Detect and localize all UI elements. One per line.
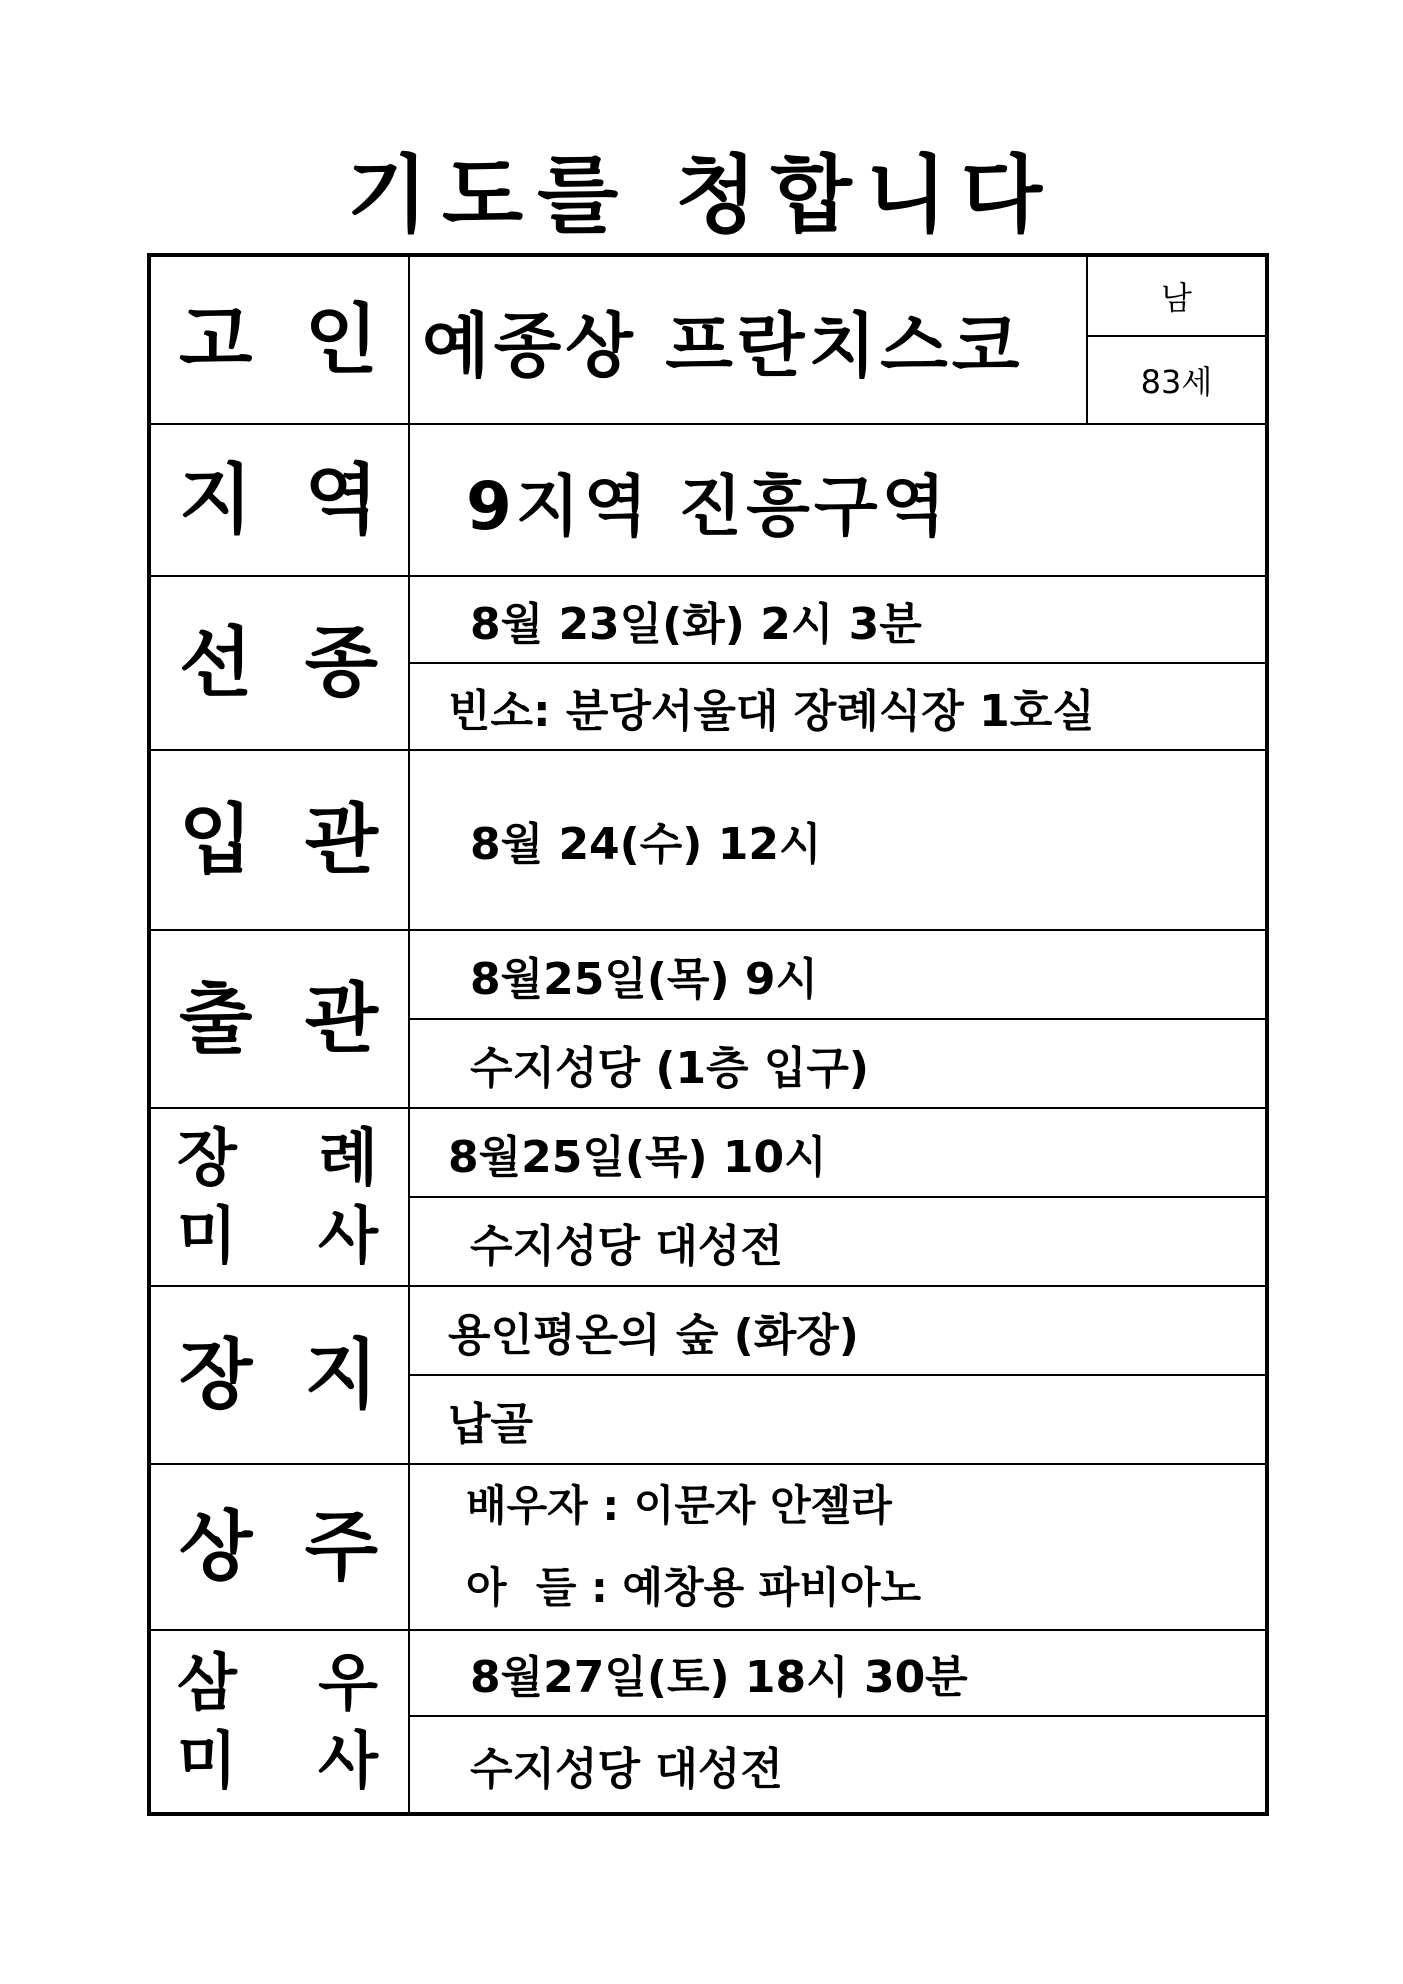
funeral-notice-table bbox=[147, 253, 1269, 1816]
region-value: 9지역 진흥구역 bbox=[409, 424, 1267, 576]
chief-mourner-spouse: 배우자 : 이문자 안젤라 bbox=[466, 1481, 892, 1530]
burial-method: 납골 bbox=[409, 1375, 1267, 1464]
deceased-age: 83세 bbox=[1087, 336, 1267, 424]
chief-mourner-list bbox=[409, 1464, 1267, 1630]
region-label: 지 역 bbox=[149, 424, 409, 576]
burial-label: 장 지 bbox=[149, 1286, 409, 1464]
third-day-mass-label: 삼 우 미 사 bbox=[149, 1630, 409, 1814]
page-title: 기도를 청합니다 bbox=[346, 146, 1057, 244]
chief-mourner-label: 상 주 bbox=[149, 1464, 409, 1630]
departure-date: 8월25일(목) 9시 bbox=[409, 930, 1267, 1019]
deceased-name: 예종상 프란치스코 bbox=[409, 255, 1087, 424]
funeral-mass-place: 수지성당 대성전 bbox=[409, 1197, 1267, 1286]
encoffin-label: 입 관 bbox=[149, 750, 409, 930]
death-date: 8월 23일(화) 2시 3분 bbox=[409, 576, 1267, 663]
third-day-mass-date: 8월27일(토) 18시 30분 bbox=[409, 1630, 1267, 1716]
mortuary: 빈소: 분당서울대 장례식장 1호실 bbox=[409, 663, 1267, 750]
deceased-sex: 남 bbox=[1087, 255, 1267, 336]
departure-label: 출 관 bbox=[149, 930, 409, 1108]
death-label: 선 종 bbox=[149, 576, 409, 750]
departure-place: 수지성당 (1층 입구) bbox=[409, 1019, 1267, 1108]
chief-mourner-son: 아 들 : 예창용 파비아노 bbox=[466, 1563, 922, 1612]
burial-place: 용인평온의 숲 (화장) bbox=[409, 1286, 1267, 1375]
encoffin-date: 8월 24(수) 12시 bbox=[409, 750, 1267, 930]
funeral-mass-label: 장 례 미 사 bbox=[149, 1108, 409, 1286]
funeral-mass-date: 8월25일(목) 10시 bbox=[409, 1108, 1267, 1197]
third-day-mass-place: 수지성당 대성전 bbox=[409, 1716, 1267, 1814]
deceased-label: 고 인 bbox=[149, 255, 409, 424]
